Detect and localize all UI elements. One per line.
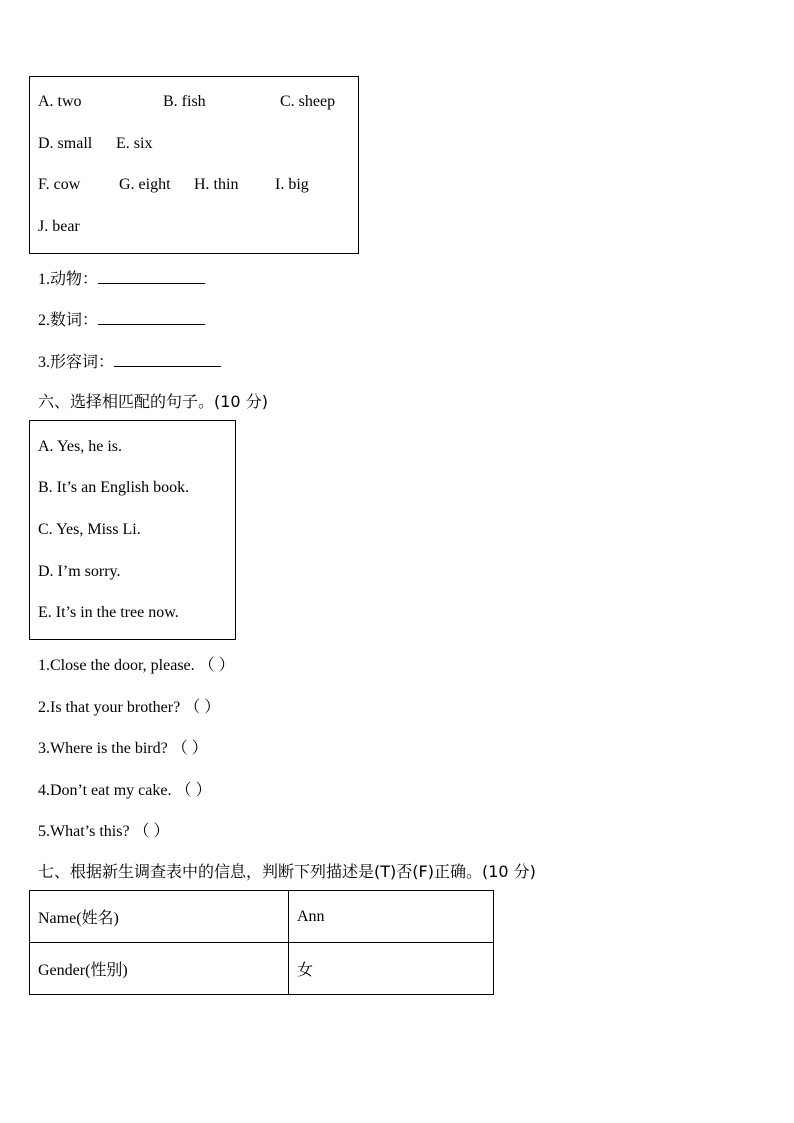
answer-blank[interactable] xyxy=(98,310,205,325)
answer-paren[interactable]: （ ） xyxy=(171,740,208,757)
sentence-option: B. It’s an English book. xyxy=(38,479,190,496)
answer-paren[interactable]: （ ） xyxy=(184,699,221,716)
question-item xyxy=(38,694,220,717)
word-option: G. eight xyxy=(119,176,171,193)
table-label-cell: Gender(性别) xyxy=(30,943,289,995)
word-option: E. six xyxy=(116,135,153,152)
table-value-cell: 女 xyxy=(289,943,494,995)
word-option: F. cow xyxy=(38,176,81,193)
word-option: D. small xyxy=(38,135,93,152)
word-option: J. bear xyxy=(38,218,80,235)
word-option: B. fish xyxy=(163,93,206,110)
question-text: 4.Don’t eat my cake. xyxy=(38,782,172,799)
word-option: C. sheep xyxy=(280,93,336,110)
question-text: 5.What’s this? xyxy=(38,823,130,840)
sentence-option: D. I’m sorry. xyxy=(38,563,121,580)
word-option: A. two xyxy=(38,93,82,110)
answer-blank[interactable] xyxy=(114,352,221,367)
category-item xyxy=(38,349,221,372)
answer-paren[interactable]: （ ） xyxy=(133,823,170,840)
sentence-option: A. Yes, he is. xyxy=(38,438,123,455)
question-item xyxy=(38,777,211,800)
word-option: I. big xyxy=(275,176,309,193)
category-item xyxy=(38,266,205,289)
sentence-option: E. It’s in the tree now. xyxy=(38,604,179,621)
section-title: 六、选择相匹配的句子。(10 分) xyxy=(38,392,268,411)
question-text: 2.Is that your brother? xyxy=(38,699,181,716)
category-label: 3.形容词： xyxy=(38,354,115,371)
section-title: 七、根据新生调查表中的信息，判断下列描述是(T)否(F)正确。(10 分) xyxy=(38,862,536,881)
question-text: 1.Close the door, please. xyxy=(38,657,195,674)
category-item xyxy=(38,307,205,330)
word-option: H. thin xyxy=(194,176,239,193)
answer-paren[interactable]: （ ） xyxy=(198,657,235,674)
answer-blank[interactable] xyxy=(98,269,205,284)
question-text: 3.Where is the bird? xyxy=(38,740,168,757)
question-item xyxy=(38,735,208,758)
sentence-option: C. Yes, Miss Li. xyxy=(38,521,141,538)
answer-paren[interactable]: （ ） xyxy=(175,782,212,799)
question-item xyxy=(38,652,235,675)
category-label: 1.动物： xyxy=(38,271,99,288)
category-label: 2.数词： xyxy=(38,312,99,329)
table-label-cell: Name(姓名) xyxy=(30,891,289,943)
survey-table xyxy=(29,890,494,995)
table-row xyxy=(30,891,494,943)
table-row xyxy=(30,943,494,995)
table-value-cell: Ann xyxy=(289,891,494,943)
question-item xyxy=(38,818,170,841)
